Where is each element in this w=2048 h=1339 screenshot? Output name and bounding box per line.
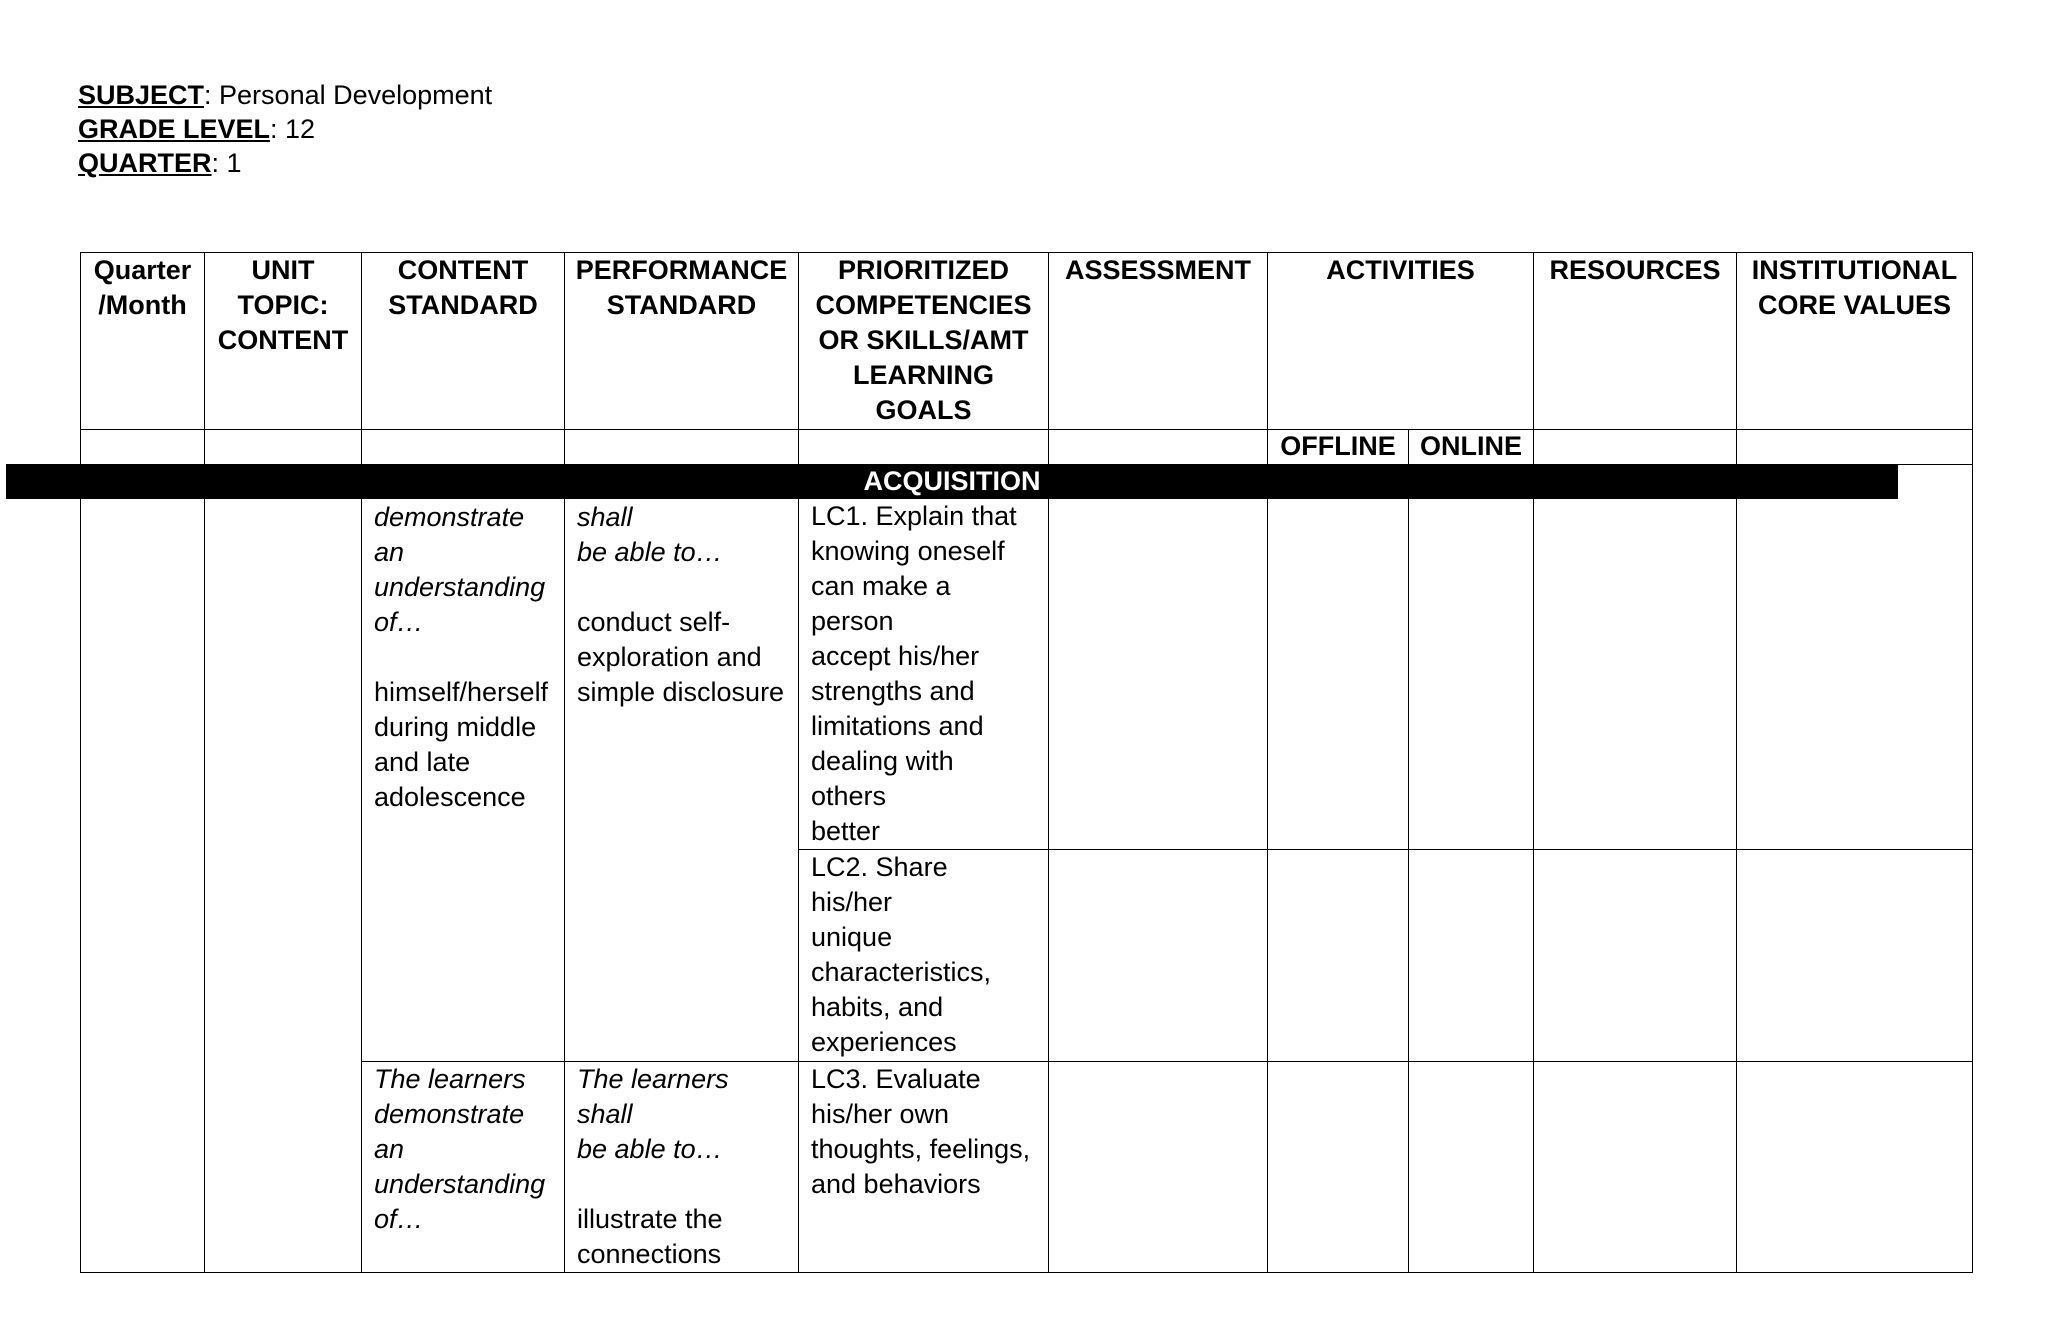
offline-lc1 <box>1268 465 1409 850</box>
resources-lc2 <box>1534 850 1737 1062</box>
performance-intro-2: The learners shall be able to… <box>577 1064 729 1164</box>
online-lc3 <box>1409 1062 1534 1273</box>
quarter-line <box>78 146 492 180</box>
core-values-subheader-blank <box>1737 430 1973 465</box>
online-lc1 <box>1409 465 1534 850</box>
unit-topic-cell <box>205 430 362 1273</box>
header-core-values: INSTITUTIONAL CORE VALUES <box>1737 253 1973 430</box>
offline-lc2 <box>1268 850 1409 1062</box>
competency-lc2: LC2. Share his/her unique characteristics, habits, and experiences <box>799 850 1049 1062</box>
content-standard-body-1: himself/herself during middle and late adolescence <box>374 677 549 812</box>
header-resources: RESOURCES <box>1534 253 1737 430</box>
online-lc2 <box>1409 850 1534 1062</box>
acquisition-band: ACQUISITION <box>6 464 1898 499</box>
performance-body-2: illustrate the connections <box>577 1204 723 1269</box>
core-values-lc1 <box>1737 465 1973 850</box>
competency-lc1: ACQUISITION LC1. Explain that knowing oneself can make a person accept his/her strengths and limitations and dealing with others better <box>799 465 1049 850</box>
header-quarter-month: Quarter /Month <box>81 253 205 430</box>
assessment-lc1 <box>1049 465 1268 850</box>
core-values-lc2 <box>1737 850 1973 1062</box>
grade-level-value: : 12 <box>270 114 316 144</box>
content-standard-cell-2 <box>362 1062 565 1273</box>
performance-body-1: conduct self- exploration and simple disclosure <box>577 607 785 707</box>
row-lc3 <box>81 1062 1973 1273</box>
competency-lc3: LC3. Evaluate his/her own thoughts, feelings, and behaviors <box>799 1062 1049 1273</box>
performance-standard-cell-2 <box>565 1062 799 1273</box>
performance-intro-1: shall be able to… <box>577 502 723 567</box>
grade-level-label: GRADE LEVEL <box>78 114 271 144</box>
header-competencies: PRIORITIZED COMPETENCIES OR SKILLS/AMT LEARNING GOALS <box>799 253 1049 430</box>
resources-lc1 <box>1534 465 1737 850</box>
assessment-lc2 <box>1049 850 1268 1062</box>
core-values-lc3 <box>1737 1062 1973 1273</box>
curriculum-table <box>80 252 1973 1273</box>
offline-lc3 <box>1268 1062 1409 1273</box>
resources-lc3 <box>1534 1062 1737 1273</box>
header-row <box>81 253 1973 430</box>
assessment-lc3 <box>1049 1062 1268 1273</box>
quarter-label: QUARTER <box>78 148 212 178</box>
header-unit-topic: UNIT TOPIC: CONTENT <box>205 253 362 430</box>
document-header <box>78 78 492 180</box>
resources-subheader-blank <box>1534 430 1737 465</box>
quarter-month-cell <box>81 430 205 1273</box>
content-standard-cell-1 <box>362 430 565 1062</box>
competency-subheader-blank <box>799 430 1049 465</box>
content-standard-intro-1: demonstrate an understanding of… <box>374 502 546 637</box>
header-content-standard: CONTENT STANDARD <box>362 253 565 430</box>
performance-standard-cell-1 <box>565 430 799 1062</box>
subject-label: SUBJECT <box>78 80 205 110</box>
assessment-subheader-blank <box>1049 430 1268 465</box>
subject-value: : Personal Development <box>204 80 493 110</box>
subject-line <box>78 78 492 112</box>
online-subheader: ONLINE <box>1409 430 1534 465</box>
header-activities: ACTIVITIES <box>1268 253 1534 430</box>
header-performance-standard: PERFORMANCE STANDARD <box>565 253 799 430</box>
quarter-value: : 1 <box>211 148 242 178</box>
header-assessment: ASSESSMENT <box>1049 253 1268 430</box>
grade-level-line <box>78 112 492 146</box>
content-standard-intro-2: The learners demonstrate an understanding of… <box>374 1064 546 1234</box>
offline-subheader: OFFLINE <box>1268 430 1409 465</box>
subheader-row <box>81 430 1973 465</box>
